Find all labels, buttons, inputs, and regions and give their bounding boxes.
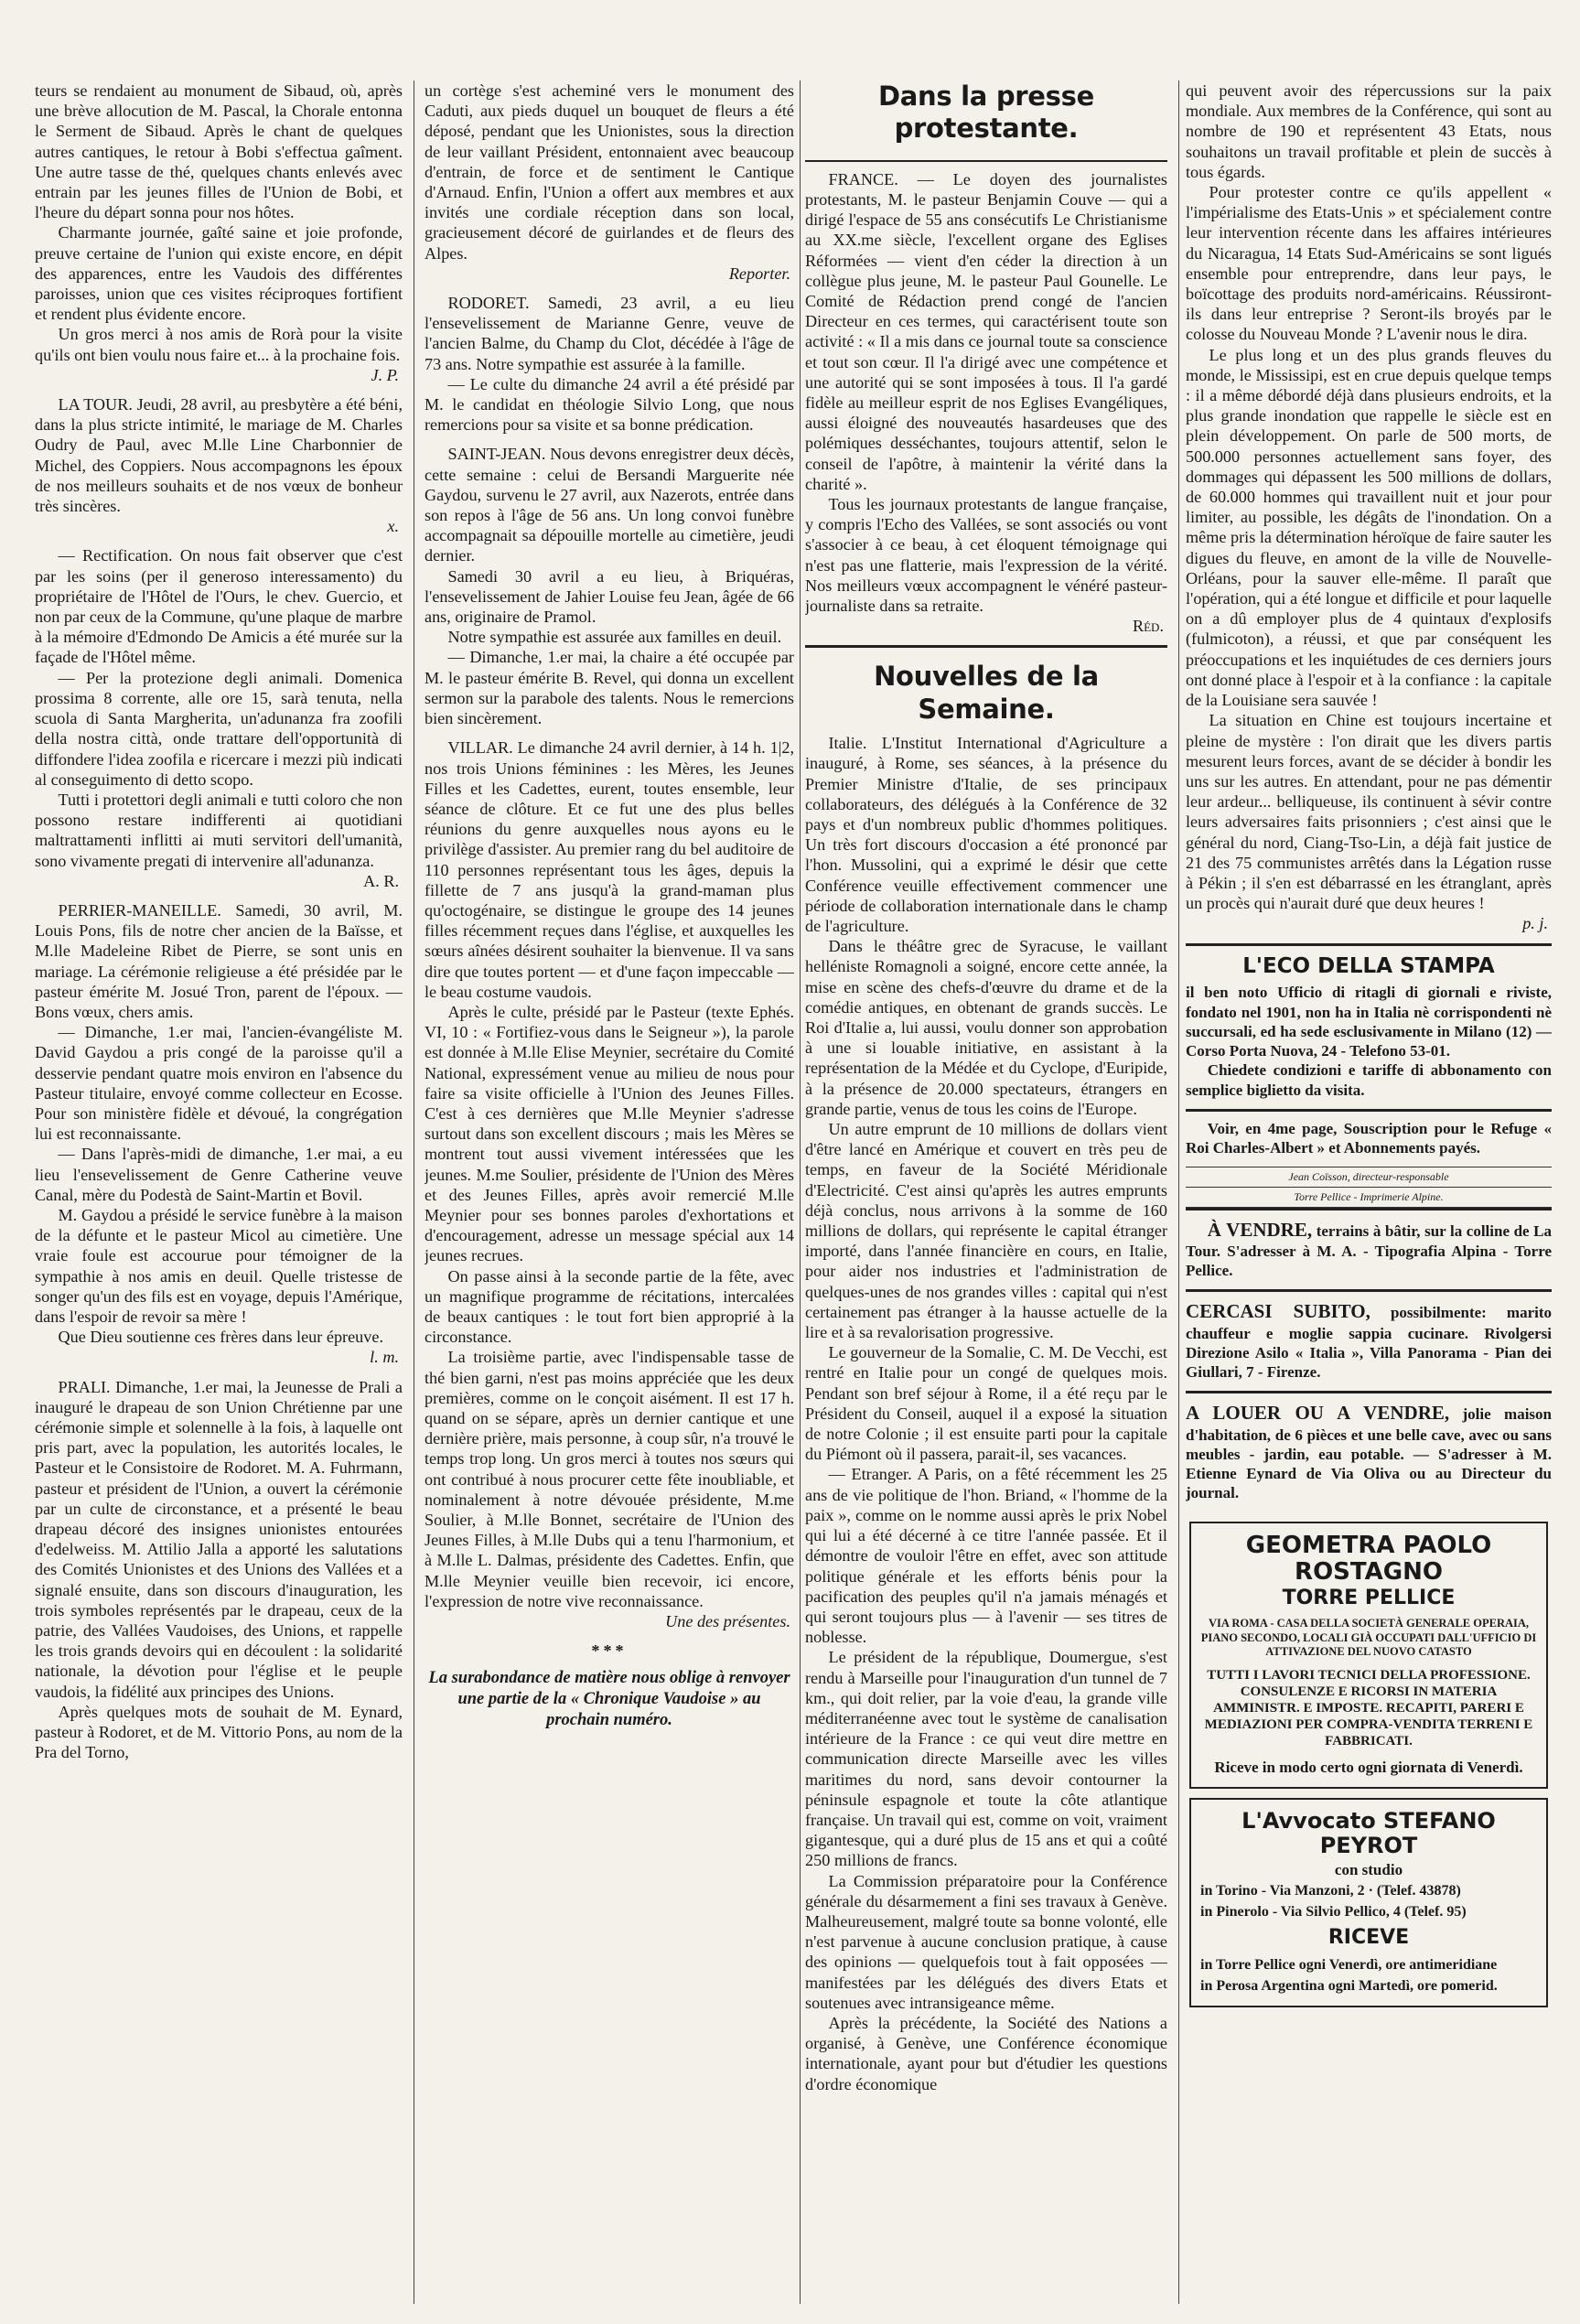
paragraph: Charmante journée, gaîté saine et joie profonde, preuve certaine de l'union qui existe encore, en dépit des apparences, entre les Vaudois des différentes paroisses, union que ces visites réciproques fortifient et rendent plus évidente encore. xyxy=(35,223,403,324)
ad-box-peyrot xyxy=(1189,1798,1548,2008)
box-row: in Torino - Via Manzoni, 2 · (Telef. 43878) xyxy=(1200,1882,1461,1899)
box-title: GEOMETRA PAOLO ROSTAGNO xyxy=(1245,1531,1492,1587)
paragraph: qui peuvent avoir des répercussions sur la paix mondiale. Aux membres de la Conférence, qui sont au nombre de 190 et représentent 43 Etats, nous souhaitons un travail profitable et plein de succès à tous égards. xyxy=(1186,81,1552,181)
paragraph: Tous les journaux protestants de langue française, y compris l'Echo des Vallées, se sont associés ou vont s'associer à ce beau, à cet éloquent témoignage qui n'est pas une flatterie, mais l'expression de la vérité. Nos meilleurs vœux accompagnent le vénéré pasteur-journaliste dans sa retraite. xyxy=(805,495,1167,616)
ad-body: terrains à bâtir, sur la colline de La Tour. S'adresser à M. A. - Tipografia Alpina - Torre Pellice. xyxy=(1186,1221,1552,1280)
paragraph: La situation en Chine est toujours incertaine et pleine de mystère : l'on dirait que les divers partis mesurent leurs forces, avant de se décider à bondir les uns sur les autres. En attendant, pour ne pas démentir leur ardeur... belliqueuse, ils continuent à sévir contre leurs adversaires faits prisonniers ; c'est ainsi que le général du nord, Ciang-Tso-Lin, a déjà fait justice de 21 des 75 communistes arrêtés dans la Légation russe à Pékin ; il s'en est débarrassé en les étranglant, après un procès qui n'aurait duré que deux heures ! xyxy=(1186,711,1552,913)
ad-a-louer xyxy=(1186,1391,1552,1512)
paragraph: RODORET. Samedi, 23 avril, a eu lieu l'ensevelissement de Marianne Genre, veuve de l'ancien Balme, du Champ du Clot, décédée à l'âge de 73 ans. Notre sympathie est assurée à la famille. xyxy=(425,294,794,373)
box-footer: Riceve in modo certo ogni giornata di Venerdì. xyxy=(1214,1759,1523,1777)
paragraph: — Le culte du dimanche 24 avril a été présidé par M. le candidat en théologie Silvio Long, que nous remercions pour sa visite et sa bonne prédication. xyxy=(425,374,794,435)
ad-body: Chiedete condizioni e tariffe di abbonamento con semplice biglietto da visita. xyxy=(1186,1061,1552,1099)
paragraph: Que Dieu soutienne ces frères dans leur épreuve. xyxy=(58,1328,383,1347)
box-receive: RICEVE xyxy=(1327,1926,1410,1950)
paragraph: — Dimanche, 1.er mai, l'ancien-évangéliste M. David Gaydou a pris congé de la paroisse qu'il a desservie pendant quatre mois environ en l'absence du Pasteur titulaire, envoyé comme collecteur en Ecosse. Pour son ministère fidèle et dévoué, la congrégation lui est reconnaissante. xyxy=(35,1023,403,1144)
signature: A. R. xyxy=(363,871,399,890)
paragraph: La troisième partie, avec l'indispensable tasse de thé bien garni, n'est pas moins appréciée que les deux premières, comme on le conçoit aisément. Il est 17 h. quand on se sépare, après un dernier cantique et une dernière prière, mais personne, à coup sûr, n'a trouvé le temps trop long. Un gros merci à toutes nos sœurs qui ont contribué à nous procurer cette fête inoubliable, et nominalement à notre dévouée présidente, M.me Soulier, à M.lle Bonnet, secrétaire de l'Union des Jeunes Filles, à M.lle Dubs qui a tenu l'harmonium, et à M.lle L. Dalmas, présidente des Cadettes. Enfin, que M.lle Meynier veuille bien recevoir, ici encore, l'expression de notre vive reconnaissance. xyxy=(425,1348,794,1610)
ad-a-vendre xyxy=(1186,1208,1552,1290)
section-heading: Dans la presse protestante. xyxy=(878,81,1094,145)
signature: Réd. xyxy=(1132,617,1164,636)
box-subtitle: con studio xyxy=(1334,1860,1403,1878)
paragraph: Un autre emprunt de 10 millions de dollars vient d'être lancé en Amérique et couvert en très peu de temps, en faveur de la Société Méridionale d'Electricité. C'est ainsi qu'après les autres emprunts déjà conclus, nous arrivons à la somme de 160 millions de dollars, qui représente le capital étranger importé, dans l'année financière en cours, en Italie, pour aider nos industries et l'administration de quelques-unes de nos grandes villes : capital qui n'est certainement pas étranger à la hausse actuelle de la lire et à sa revalorisation progressive. xyxy=(805,1120,1167,1342)
ad-title: CERCASI SUBITO, xyxy=(1186,1300,1370,1323)
paragraph: — Rectification. On nous fait observer que c'est par les soins (per il generoso interessamento) du propriétaire de l'Hôtel de l'Ours, le chev. Guercio, et non par ceux de la Commune, qu'une plaque de marbre à la mémoire d'Edmondo De Amicis a été murée sur la façade de l'Hôtel même. xyxy=(35,546,403,667)
ad-eco-della-stampa xyxy=(1186,943,1552,1109)
column-4 xyxy=(1186,81,1552,2306)
credit-director: Jean Coïsson, directeur-responsable xyxy=(1186,1167,1552,1188)
signature: Reporter. xyxy=(728,264,790,283)
paragraph: — Per la protezione degli animali. Domenica prossima 8 corrente, alle ore 15, sarà tenuta, nella scuola di Santa Margherita, un'adunanza fra zoofili della nostra città, onde trattare dell'opportunità di diffondere l'idea zoofila e ricercare i mezzi più indicati al conseguimento di detto scopo. xyxy=(35,668,403,789)
paragraph: PRALI. Dimanche, 1.er mai, la Jeunesse de Prali a inauguré le drapeau de son Union Chrétienne par une cérémonie simple et solennelle à la fois, à laquelle ont pris part, avec la population, les autorités locales, le Pasteur et le Consistoire de Rodoret. M. A. Fuhrmann, pasteur et président de l'Union, a ouvert la cérémonie par un culte de circonstance, et a présenté le beau drapeau décoré des insignes unionistes entourées d'edelweiss. M. Attilio Jalla a apporté les salutations des Comités Unionistes et des Unions des Vallées et a signalé ensuite, dans son discours d'inauguration, les trois symboles représentés par le drapeau, ceux de la patrie, des Vallées Vaudoises, des Unions, et rappelle les trois grands devoirs qui en découlent : la solidarité nationale, la dévotion pour l'église et le peuple vaudois, la fidélité aux principes des Unions. xyxy=(35,1377,403,1701)
paragraph: LA TOUR. Jeudi, 28 avril, au presbytère a été béni, dans la plus stricte intimité, le mariage de M. Charles Oudry de Paul, avec M.lle Line Charbonnier de Michel, des Coppiers. Nous accompagnons les époux de nos meilleurs souhaits et de nos vœux de bonheur très sincères. xyxy=(35,395,403,516)
paragraph: teurs se rendaient au monument de Sibaud, où, après une brève allocution de M. Pascal, la Chorale entonna le Serment de Sibaud. Après le chant de quelques autres cantiques, le retour à Bobi s'effectua gaîment. Une autre tasse de thé, quelques chants enlevés avec entrain par les jeunes filles de l'Union de Bobi, et l'heure du départ sonna pour nos hôtes. xyxy=(35,81,403,222)
paragraph: — Etranger. A Paris, on a fêté récemment les 25 ans de vie politique de l'hon. Briand, « l'homme de la paix », comme on le nomme aussi après le prix Nobel qui lui a été décerné à ce titre l'année passée. Et il démontre de vouloir l'être en effet, avec son attitude politique générale et les efforts bénis pour la pacification des peuples qu'il n'a jamais ménagés et qui seront toujours plus — à l'avenir — ses titres de noblesse. xyxy=(805,1465,1167,1647)
ad-title: À VENDRE, xyxy=(1207,1218,1313,1241)
column-divider xyxy=(1178,81,1179,2304)
signature: x. xyxy=(387,517,399,536)
paragraph: Italie. L'Institut International d'Agriculture a inauguré, à Rome, ses séances, à la présence du Premier Ministre d'Italie, de ses principaux collaborateurs, des délégués à la Conférence de 32 pays et d'un nombreux public d'hommes politiques. Un très fort discours d'occasion a été prononcé par l'hon. Mussolini, qui a exprimé le désir que cette Conférence veuille effectivement commencer une période de collaboration internationale dans le champ de l'agriculture. xyxy=(805,734,1167,935)
separator-stars: *** xyxy=(591,1641,628,1661)
ad-title: A LOUER OU A VENDRE, xyxy=(1186,1402,1450,1425)
column-1 xyxy=(35,81,403,2306)
signature: p. j. xyxy=(1522,914,1548,933)
ad-box-rostagno xyxy=(1189,1522,1548,1789)
ad-cercasi xyxy=(1186,1289,1552,1391)
paragraph: un cortège s'est acheminé vers le monument des Caduti, aux pieds duquel un bouquet de fleurs a été déposé, pendant que les Unionistes, sous la direction de leur vaillant Président, entonnaient avec beaucoup d'entrain, de force et de sentiment le Cantique d'Arnaud. Enfin, l'Union a offert aux membres et aux invités une cordiale réception dans son local, gracieusement décoré de guirlandes et de fleurs des Alpes. xyxy=(425,81,794,263)
paragraph: SAINT-JEAN. Nous devons enregistrer deux décès, cette semaine : celui de Bersandi Marguerite née Gaydou, survenu le 27 avril, aux Nazerots, entrée dans son repos à l'âge de 56 ans. Un long convoi funèbre accompagnait sa dépouille mortelle au cimetière, jeudi dernier. xyxy=(425,445,794,565)
signature: Une des présentes. xyxy=(665,1612,790,1631)
signature: J. P. xyxy=(371,365,399,384)
paragraph: Le plus long et un des plus grands fleuves du monde, le Mississipi, est en crue depuis quelque temps : il a même débordé déjà dans plusieurs endroits, et la plus grande inondation que rappelle le siècle est en plein développement. On parle de 500 morts, de 500.000 personnes actuellement sans foyer, des dommages qui dépassent les 500 millions de dollars, de 60.000 hommes qui travaillent nuit et jour pour limiter, au possible, les dégâts de l'inondation. On a même pris la détermination héroïque de faire sauter les digues du fleuve, en amont de la ville de Nouvelle-Orléans, pour la sauver elle-même. Il paraît que l'opération, qui a été longue et difficile et pour laquelle on a dû employer plus de 4 quintaux d'explosifs (fulmicoton), a réussi, et que par conséquent les préoccupations et les inquiétudes de ces derniers jours ont donné place à l'espoir et à la confiance : la capitale de la Louisiane sera sauvée ! xyxy=(1186,345,1552,710)
paragraph: Pour protester contre ce qu'ils appellent « l'impérialisme des Etats-Unis » et spécialement contre leur intervention récente dans les affaires intérieures du Nicaragua, 14 Etats Sud-Américains se sont ligués ensemble pour entreprendre, dans leur pays, le boïcottage des produits nord-américains. Réussiront-ils dans leur entreprise ? Seront-ils broyés par le colosse du Nouveau Monde ? L'avenir nous le dira. xyxy=(1186,183,1552,344)
column-3 xyxy=(805,81,1167,2306)
ad-body: jolie maison d'habitation, de 6 pièces et une belle cave, avec ou sans meubles - jardin, eau potable. — S'adresser à M. Etienne Eynard de Via Oliva ou au Directeur du journal. xyxy=(1186,1405,1552,1502)
paragraph: On passe ainsi à la seconde partie de la fête, avec un magnifique programme de récitations, intercalées de beaux cantiques : le tout fort bien approprié à la circonstance. xyxy=(425,1266,794,1347)
paragraph: M. Gaydou a présidé le service funèbre à la maison de la défunte et le pasteur Micol au cimetière. Une vraie foule est accourue pour témoigner de la sympathie à nos amis en deuil. Quelle tristesse de songer qu'un des fils est en voyage, depuis l'Amérique, dans l'espoir de revoir sa mère ! xyxy=(35,1205,403,1326)
ad-refuge xyxy=(1186,1109,1552,1167)
paragraph: Après le culte, présidé par le Pasteur (texte Ephés. VI, 10 : « Fortifiez-vous dans le Seigneur »), la parole est donnée à M.lle Elise Meynier, secrétaire du Comité National, expressément venue au milieu de nous pour faire sa visite officielle à l'Union des Jeunes Filles. C'est à ces dernières que M.lle Meynier s'adresse surtout dans son excellent discours ; mais les Mères se montrent tout aussi vivement intéressées que les jeunes. M.me Soulier, présidente de l'Union des Mères et des Jeunes Filles, après avoir remercié M.lle Meynier pour ses bonnes paroles d'exhortations et d'encouragement, adresse un message spécial aux 14 jeunes recrues. xyxy=(425,1002,794,1265)
paragraph: PERRIER-MANEILLE. Samedi, 30 avril, M. Louis Pons, fils de notre cher ancien de la Baïsse, et M.lle Madeleine Ribet de Pierre, se sont unis en mariage. La cérémonie religieuse a été présidée par le pasteur émérite M. Josué Tron, parent de l'époux. — Bons vœux, chers amis. xyxy=(35,900,403,1021)
box-address: VIA ROMA - CASA DELLA SOCIETÀ GENERALE OPERAIA, PIANO SECONDO, LOCALI GIÀ OCCUPATI DALL'UFFICIO DI ATTIVAZIONE DEL NUOVO CATASTO xyxy=(1200,1617,1537,1659)
paragraph: Après la précédente, la Société des Nations a organisé, à Genève, une Conférence économique internationale, ayant pour but d'étudier les questions d'ordre économique xyxy=(805,2013,1167,2093)
ad-title: L'ECO DELLA STAMPA xyxy=(1242,953,1495,978)
ad-body: il ben noto Ufficio di ritagli di giornali e riviste, fondato nel 1901, non ha in Italia nè corrispondenti nè succursali, ed ha sede esclusivamente in Milano (12) — Corso Porta Nuova, 24 - Telefono 53-01. xyxy=(1186,984,1552,1060)
paragraph: Samedi 30 avril a eu lieu, à Briquéras, l'ensevelissement de Jahier Louise feu Jean, âgée de 66 ans, originaire de Pramol. xyxy=(425,566,794,627)
ad-body: possibilmente: marito chauffeur e moglie sappia cucinare. Rivolgersi Direzione Asilo « Italia », Villa Panorama - Pian dei Giullari, 7 - Firenze. xyxy=(1186,1304,1552,1382)
paragraph: Après quelques mots de souhait de M. Eynard, pasteur à Rodoret, et de M. Vittorio Pons, au nom de la Pra del Torno, xyxy=(35,1702,403,1762)
box-services: TUTTI I LAVORI TECNICI DELLA PROFESSIONE. CONSULENZE E RICORSI IN MATERIA AMMINISTR. E IMPOSTE. RECAPITI, PARERI E MEDIAZIONI PER COMPRA-VENDITA TERRENI E FABBRICATI. xyxy=(1204,1668,1533,1749)
paragraph: Tutti i protettori degli animali e tutti coloro che non possono restare indifferenti ai quotidiani maltrattamenti inflitti ai muti servitori dell'umanità, sono vivamente pregati di intervenire all'adunanza. xyxy=(35,790,403,870)
paragraph: — Dimanche, 1.er mai, la chaire a été occupée par M. le pasteur émérite B. Revel, qui donna un excellent sermon sur la parabole des talents. Nous le remercions bien sincèrement. xyxy=(425,648,794,728)
paragraph: — Dans l'après-midi de dimanche, 1.er mai, a eu lieu l'ensevelissement de Genre Catherine veuve Canal, mère du Podestà de Saint-Martin et Bovil. xyxy=(35,1145,403,1204)
box-title: L'Avvocato STEFANO PEYROT xyxy=(1241,1807,1496,1859)
paragraph: Le président de la république, Doumergue, s'est rendu à Marseille pour l'inauguration d'un tunnel de 7 km., qui doit relier, par la voie d'eau, la grande ville méditerranéenne avec tout le système de canalisation intérieure de la France : ce qui veut dire mettre en communication directe Marseille avec les villes maritimes du nord, sans devoir contourner la péninsule espagnole et toute la côte atlantique française. Un travail qui est, comme on voit, vraiment gigantesque, qui a duré plus de 15 ans et qui a coûté 250 millions de francs. xyxy=(805,1648,1167,1870)
paragraph: Un gros merci à nos amis de Rorà pour la visite qu'ils ont bien voulu nous faire et... à la prochaine fois. xyxy=(35,325,403,364)
paragraph: Le gouverneur de la Somalie, C. M. De Vecchi, est rentré en Italie pour un congé de quelques mois. Pendant son bref séjour à Rome, il a été reçu par le Président du Conseil, auquel il a exposé la situation de notre Colonie ; il est ensuite parti pour la capitale du Piémont où il passera, parait-il, ses vacances. xyxy=(805,1343,1167,1464)
box-row: in Pinerolo - Via Silvio Pellico, 4 (Telef. 95) xyxy=(1200,1903,1467,1920)
column-2 xyxy=(425,81,794,2306)
signature: l. m. xyxy=(370,1348,399,1367)
editorial-note: La surabondance de matière nous oblige à renvoyer une partie de la « Chronique Vaudoise » au prochain numéro. xyxy=(428,1669,790,1729)
box-row: in Perosa Argentina ogni Martedì, ore pomerid. xyxy=(1200,1978,1498,1995)
paragraph: Dans le théâtre grec de Syracuse, le vaillant helléniste Romagnoli a soigné, encore cette année, la mise en scène des chefs-d'œuvre du drame et de la comédie antiques, en obtenant de grands succès. Le Roi d'Italie a, lui aussi, voulu donner son approbation à une si louable initiative, en assistant à la représentation de la Médée et du Cyclope, d'Euripide, à la présence de 20.000 spectateurs, étrangers en grande partie, venus de tous les coins de l'Europe. xyxy=(805,937,1167,1118)
paragraph: Notre sympathie est assurée aux familles en deuil. xyxy=(447,628,782,647)
box-subtitle: TORRE PELLICE xyxy=(1282,1587,1456,1610)
paragraph: La Commission préparatoire pour la Conférence générale du désarmement a fini ses travaux à Genève. Malheureusement, malgré toute sa bonne volonté, elle n'est parvenue à aucune conclusion pratique, à cause des opinions — quelquefois tout à fait opposées — manifestées par les délégués des divers Etats et soutenues avec intransigeance même. xyxy=(805,1871,1167,2012)
box-row: in Torre Pellice ogni Venerdì, ore antimeridiane xyxy=(1200,1956,1498,1973)
section-heading: Nouvelles de la Semaine. xyxy=(874,661,1099,725)
credit-printer: Torre Pellice - Imprimerie Alpine. xyxy=(1186,1188,1552,1208)
paragraph: VILLAR. Le dimanche 24 avril dernier, à 14 h. 1|2, nos trois Unions féminines : les Mères, les Jeunes Filles et les Cadettes, eurent, toutes ensemble, leur séance de clôture. Et ce fut une des plus belles réunions du genre auxquelles nous ayons eu le privilège d'assister. Au premier rang du bel auditoire de 110 personnes représentant tous les âges, depuis la fillette de 7 ans jusqu'à la grand-maman plus qu'octogénaire, se distingue le groupe des 14 jeunes filles récemment reçues dans l'église, et auxquelles les sœurs aînées désirent souhaiter la bienvenue. Il va sans dire que toutes portent — et d'une façon impeccable — le beau costume vaudois. xyxy=(425,738,794,1001)
column-divider xyxy=(800,81,801,2304)
paragraph: FRANCE. — Le doyen des journalistes protestants, M. le pasteur Benjamin Couve — qui a dirigé l'espace de 55 ans consécutifs Le Christianisme au XX.me siècle, l'excellent organe des Eglises Réformées — vient d'en céder la direction à un collègue plus jeune, M. le pasteur Paul Gounelle. Le Comité de Rédaction prend congé de l'ancien Directeur en ces termes, qui caractérisent toute son activité : « Il a mis dans ce journal toute sa conscience et tout son cœur. Il l'a dirigé avec une compétence et une autorité qui se sont imposées à tous. Il l'a gardé fidèle au meilleur esprit de nos Eglises Evangéliques, aussi éloigné des nouveautés hasardeuses que des polémiques desséchantes, toujours attentif, selon le conseil de l'apôtre, à maintenir la vérité dans la charité ». xyxy=(805,169,1167,493)
ad-body: Voir, en 4me page, Souscription pour le Refuge « Roi Charles-Albert » et Abonnements payés. xyxy=(1186,1119,1552,1157)
